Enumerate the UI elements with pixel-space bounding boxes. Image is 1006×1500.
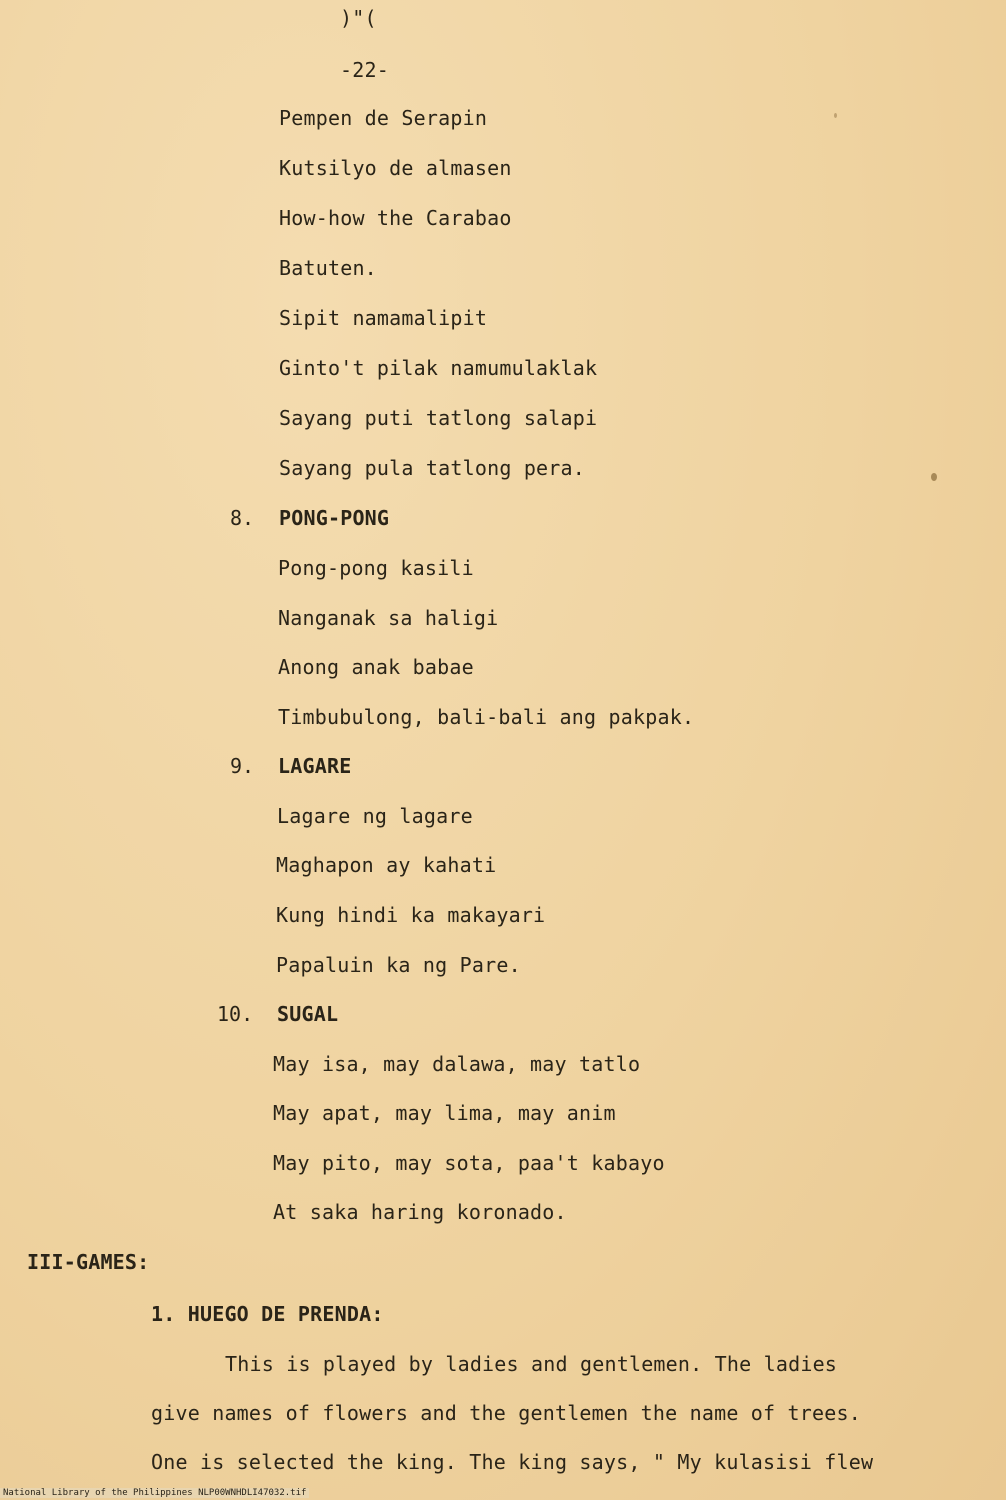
- paragraph-line: One is selected the king. The king says, " My kulasisi flew: [151, 1450, 874, 1474]
- verse-line: Timbubulong, bali-bali ang pakpak.: [278, 705, 695, 729]
- verse-line: Lagare ng lagare: [277, 804, 473, 828]
- header-mark: )"(: [340, 6, 377, 30]
- verse-line: May pito, may sota, paa't kabayo: [273, 1151, 665, 1175]
- section-heading: III-GAMES:: [27, 1250, 150, 1274]
- verse-line: Nanganak sa haligi: [278, 606, 499, 630]
- verse-line: Kung hindi ka makayari: [276, 903, 546, 927]
- item-10-title: SUGAL: [277, 1002, 339, 1026]
- verse-line: May apat, may lima, may anim: [273, 1101, 616, 1125]
- verse-line: Sipit namamalipit: [279, 306, 488, 330]
- item-9-title: LAGARE: [278, 754, 352, 778]
- item-9-number: 9.: [230, 754, 255, 778]
- game-title: 1. HUEGO DE PRENDA:: [151, 1302, 384, 1326]
- verse-line: May isa, may dalawa, may tatlo: [273, 1052, 641, 1076]
- paper-speck: [834, 113, 837, 118]
- paragraph-line: give names of flowers and the gentlemen the name of trees.: [151, 1401, 861, 1425]
- paragraph-line: This is played by ladies and gentlemen. The ladies: [225, 1352, 838, 1376]
- verse-line: At saka haring koronado.: [273, 1200, 567, 1224]
- item-8-title: PONG-PONG: [279, 506, 390, 530]
- verse-line: Papaluin ka ng Pare.: [276, 953, 521, 977]
- verse-line: Pempen de Serapin: [279, 106, 488, 130]
- verse-line: How-how the Carabao: [279, 206, 512, 230]
- item-10-number: 10.: [217, 1002, 254, 1026]
- paper-speck: [931, 473, 937, 481]
- page-number: -22-: [340, 58, 389, 82]
- verse-line: Ginto't pilak namumulaklak: [279, 356, 598, 380]
- verse-line: Sayang puti tatlong salapi: [279, 406, 598, 430]
- verse-line: Pong-pong kasili: [278, 556, 474, 580]
- verse-line: Kutsilyo de almasen: [279, 156, 512, 180]
- verse-line: Maghapon ay kahati: [276, 853, 497, 877]
- scan-footer: National Library of the Philippines NLP00WNHDLI47032.tif: [0, 1488, 309, 1498]
- verse-line: Sayang pula tatlong pera.: [279, 456, 586, 480]
- verse-line: Anong anak babae: [278, 655, 474, 679]
- item-8-number: 8.: [230, 506, 255, 530]
- verse-line: Batuten.: [279, 256, 377, 280]
